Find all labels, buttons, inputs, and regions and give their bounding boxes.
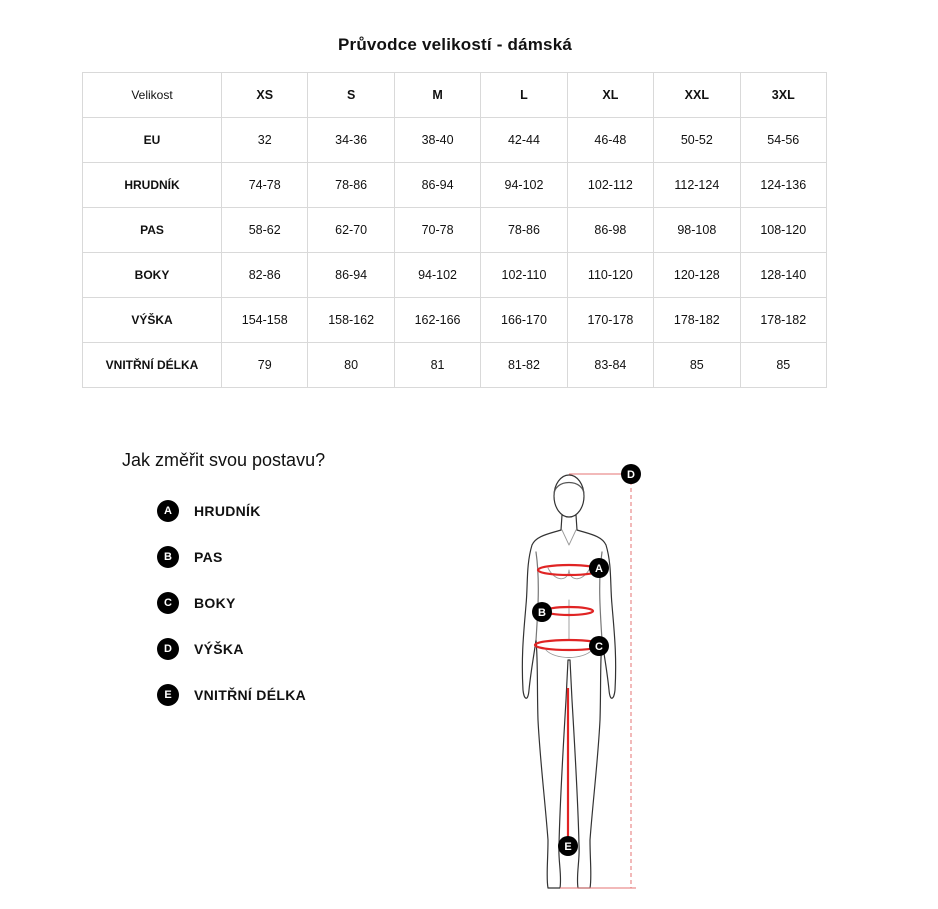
table-cell: 112-124 (654, 163, 740, 208)
marker-b (532, 602, 552, 622)
page-title: Průvodce velikostí - dámská (337, 35, 573, 54)
table-cell: 80 (308, 343, 394, 388)
body-figure (500, 455, 660, 895)
table-cell: 50-52 (654, 118, 740, 163)
table-cell: 58-62 (222, 208, 308, 253)
table-cell: 86-94 (394, 163, 480, 208)
row-label: PAS (83, 208, 222, 253)
table-header-cell: XL (567, 73, 653, 118)
table-cell: 81-82 (481, 343, 567, 388)
svg-text:D: D (627, 469, 635, 481)
table-cell: 178-182 (654, 298, 740, 343)
table-cell: 81 (394, 343, 480, 388)
marker-a-badge: A (157, 500, 179, 522)
table-cell: 158-162 (308, 298, 394, 343)
table-cell: 62-70 (308, 208, 394, 253)
marker-b-badge: B (157, 546, 179, 568)
legend-item-chest (157, 500, 306, 522)
table-cell: 38-40 (394, 118, 480, 163)
table-row (83, 163, 827, 208)
table-cell: 162-166 (394, 298, 480, 343)
marker-e (558, 836, 578, 856)
table-cell: 108-120 (740, 208, 826, 253)
table-cell: 32 (222, 118, 308, 163)
table-row (83, 118, 827, 163)
row-label: EU (83, 118, 222, 163)
table-cell: 110-120 (567, 253, 653, 298)
marker-e-badge: E (157, 684, 179, 706)
legend-label: VÝŠKA (194, 641, 244, 657)
row-label: HRUDNÍK (83, 163, 222, 208)
table-cell: 85 (740, 343, 826, 388)
table-cell: 178-182 (740, 298, 826, 343)
figure-head (554, 475, 584, 517)
table-cell: 102-112 (567, 163, 653, 208)
table-header-cell: XXL (654, 73, 740, 118)
table-header-cell: M (394, 73, 480, 118)
legend-label: BOKY (194, 595, 236, 611)
legend-item-waist (157, 546, 306, 568)
row-label: VNITŘNÍ DÉLKA (83, 343, 222, 388)
svg-text:C: C (595, 641, 603, 653)
table-row (83, 343, 827, 388)
table-cell: 98-108 (654, 208, 740, 253)
legend-item-inseam (157, 684, 306, 706)
legend-item-height (157, 638, 306, 660)
table-cell: 124-136 (740, 163, 826, 208)
table-cell: 79 (222, 343, 308, 388)
measure-legend (157, 500, 306, 730)
table-cell: 83-84 (567, 343, 653, 388)
table-cell: 86-94 (308, 253, 394, 298)
legend-item-hips (157, 592, 306, 614)
table-cell: 42-44 (481, 118, 567, 163)
marker-d (621, 464, 641, 484)
table-header-row (83, 73, 827, 118)
size-table (82, 72, 827, 388)
table-cell: 166-170 (481, 298, 567, 343)
table-header-cell: XS (222, 73, 308, 118)
svg-text:E: E (564, 841, 572, 853)
table-cell: 120-128 (654, 253, 740, 298)
table-row (83, 298, 827, 343)
row-label: BOKY (83, 253, 222, 298)
legend-label: VNITŘNÍ DÉLKA (194, 687, 307, 703)
table-cell: 46-48 (567, 118, 653, 163)
table-row (83, 208, 827, 253)
marker-c-badge: C (157, 592, 179, 614)
table-header-cell: S (308, 73, 394, 118)
measure-heading: Jak změřit svou postavu? (122, 450, 326, 470)
marker-a (589, 558, 609, 578)
table-cell: 154-158 (222, 298, 308, 343)
table-header-cell: L (481, 73, 567, 118)
marker-d-badge: D (157, 638, 179, 660)
figure-details (546, 530, 592, 658)
table-cell: 34-36 (308, 118, 394, 163)
legend-label: PAS (194, 549, 223, 565)
table-cell: 102-110 (481, 253, 567, 298)
table-cell: 70-78 (394, 208, 480, 253)
legend-label: HRUDNÍK (194, 503, 261, 519)
table-row (83, 253, 827, 298)
svg-text:A: A (595, 563, 603, 575)
table-header-cell: 3XL (740, 73, 826, 118)
table-cell: 85 (654, 343, 740, 388)
table-cell: 170-178 (567, 298, 653, 343)
svg-text:B: B (538, 607, 546, 619)
table-cell: 78-86 (308, 163, 394, 208)
table-cell: 94-102 (481, 163, 567, 208)
table-header-cell: Velikost (83, 73, 222, 118)
table-cell: 74-78 (222, 163, 308, 208)
table-cell: 78-86 (481, 208, 567, 253)
table-cell: 128-140 (740, 253, 826, 298)
table-cell: 86-98 (567, 208, 653, 253)
row-label: VÝŠKA (83, 298, 222, 343)
table-cell: 94-102 (394, 253, 480, 298)
table-cell: 82-86 (222, 253, 308, 298)
table-cell: 54-56 (740, 118, 826, 163)
marker-c (589, 636, 609, 656)
